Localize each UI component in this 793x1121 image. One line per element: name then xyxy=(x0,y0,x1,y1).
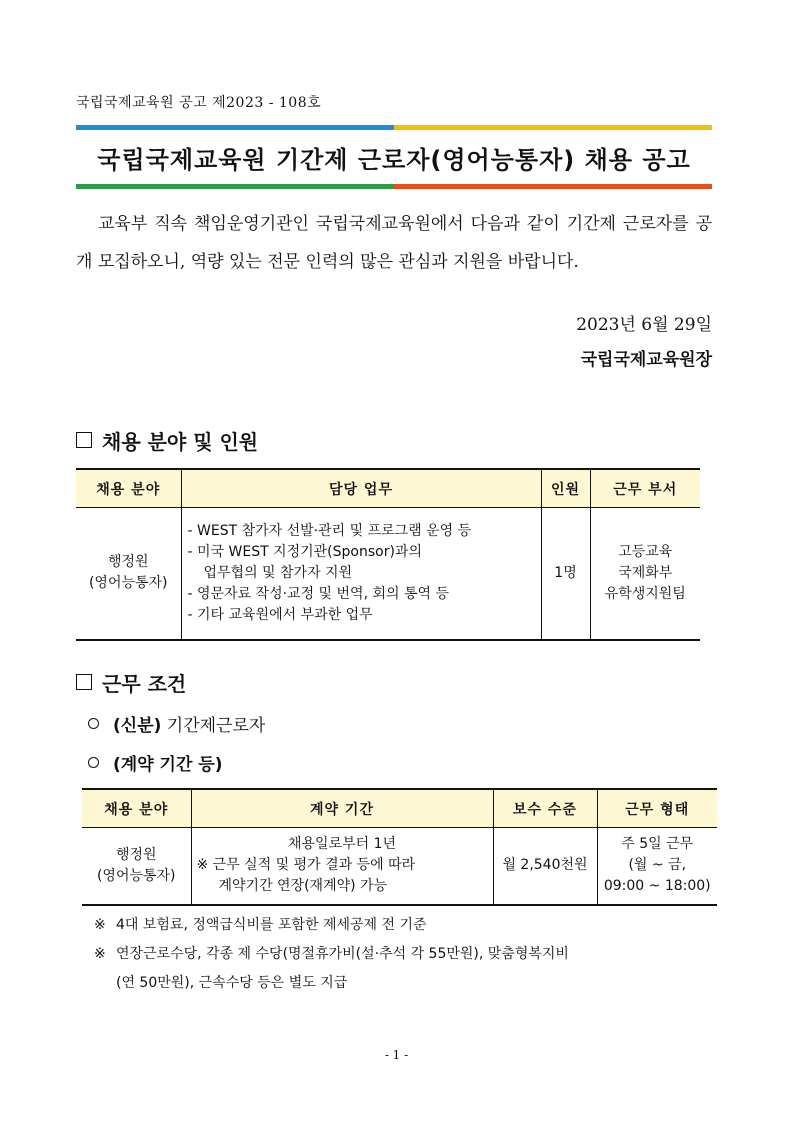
contract-line xyxy=(88,750,223,775)
recruitment-table xyxy=(76,468,700,641)
duty-item: - 영문자료 작성·교정 및 번역, 회의 통역 등 xyxy=(187,585,449,602)
section-title: 채용 분야 및 인원 xyxy=(102,430,259,454)
status-value: 기간제근로자 xyxy=(166,716,266,736)
table-header: 근무 형태 xyxy=(597,789,717,828)
field-cell xyxy=(82,828,191,905)
cell-text: 국제화부 xyxy=(618,564,673,581)
bottom-color-rule xyxy=(76,184,712,189)
note-item xyxy=(94,911,718,940)
table-header: 근무 부서 xyxy=(590,469,700,508)
note-text: 4대 보험료, 정액급식비를 포함한 제세공제 전 기준 xyxy=(116,917,427,933)
rule-blue-segment xyxy=(76,125,394,130)
contract-table xyxy=(82,788,717,906)
checkbox-square-icon xyxy=(76,432,92,448)
notes xyxy=(94,911,718,998)
circle-bullet-icon xyxy=(88,718,99,729)
note-mark: ※ xyxy=(94,917,106,933)
table-header: 채용 분야 xyxy=(82,789,191,828)
page-number: - 1 - xyxy=(384,1048,409,1062)
contract-label: (계약 기간 등) xyxy=(113,755,223,775)
dept-cell xyxy=(590,508,700,640)
pay-cell: 월 2,540천원 xyxy=(493,828,597,905)
table-header: 계약 기간 xyxy=(191,789,493,828)
section-heading-recruitment xyxy=(76,426,258,455)
note-text: 연장근로수당, 각종 제 수당(명절휴가비(설·추석 각 55만원), 맞춤형복지비 xyxy=(116,946,569,962)
status-line xyxy=(88,711,265,736)
work-type-cell xyxy=(597,828,717,905)
cell-text: 채용일로부터 1년 xyxy=(287,836,397,853)
table-header: 채용 분야 xyxy=(76,469,181,508)
table-header: 보수 수준 xyxy=(493,789,597,828)
duty-item: - 미국 WEST 지정기관(Sponsor)과의 xyxy=(187,543,422,560)
duties-cell xyxy=(181,508,541,640)
cell-text: 행정원 xyxy=(115,846,157,863)
cell-text: 행정원 xyxy=(107,554,149,571)
cell-text: (월 ~ 금, xyxy=(628,857,687,874)
duty-item: - 기타 교육원에서 부과한 업무 xyxy=(187,606,373,623)
notice-number: 국립국제교육원 공고 제2023 - 108호 xyxy=(76,95,322,111)
rule-green-segment xyxy=(76,184,394,189)
cell-text: 계약기간 연장(재계약) 가능 xyxy=(218,878,388,895)
table-row xyxy=(76,508,700,640)
section-title: 근무 조건 xyxy=(102,672,187,696)
circle-bullet-icon xyxy=(88,757,99,768)
cell-text: (영어능통자) xyxy=(88,575,168,592)
rule-orange-segment xyxy=(394,184,712,189)
checkbox-square-icon xyxy=(76,674,92,690)
table-header: 담당 업무 xyxy=(181,469,541,508)
section-heading-conditions xyxy=(76,668,186,697)
rule-yellow-segment xyxy=(394,125,712,130)
count-cell: 1명 xyxy=(541,508,590,640)
issuer-name: 국립국제교육원장 xyxy=(580,350,712,370)
cell-text: (영어능통자) xyxy=(96,867,176,884)
cell-text: 유학생지원팀 xyxy=(604,585,686,602)
field-cell xyxy=(76,508,181,640)
cell-text: 고등교육 xyxy=(618,543,673,560)
intro-paragraph: 교육부 직속 책임운영기관인 국립국제교육원에서 다음과 같이 기간제 근로자를 공개 모집하오니, 역량 있는 전문 인력의 많은 관심과 지원을 바랍니다. xyxy=(76,214,712,272)
top-color-rule xyxy=(76,125,712,130)
cell-text: 09:00 ~ 18:00) xyxy=(603,878,711,895)
table-header: 인원 xyxy=(541,469,590,508)
table-row xyxy=(82,828,717,905)
note-item: (연 50만원), 근속수당 등은 별도 지급 xyxy=(116,975,348,991)
note-mark: ※ xyxy=(94,946,106,962)
duty-item: - WEST 참가자 선발·관리 및 프로그램 운영 등 xyxy=(187,522,472,539)
duty-item: 업무협의 및 참가자 지원 xyxy=(203,564,353,581)
announcement-date: 2023년 6월 29일 xyxy=(576,315,712,335)
status-label: (신분) xyxy=(113,716,162,736)
note-item xyxy=(94,940,718,969)
page-title: 국립국제교육원 기간제 근로자(영어능통자) 채용 공고 xyxy=(97,146,691,174)
cell-text: 주 5일 근무 xyxy=(621,836,694,853)
cell-text: ※ 근무 실적 및 평가 결과 등에 따라 xyxy=(196,857,416,874)
period-cell xyxy=(191,828,493,905)
